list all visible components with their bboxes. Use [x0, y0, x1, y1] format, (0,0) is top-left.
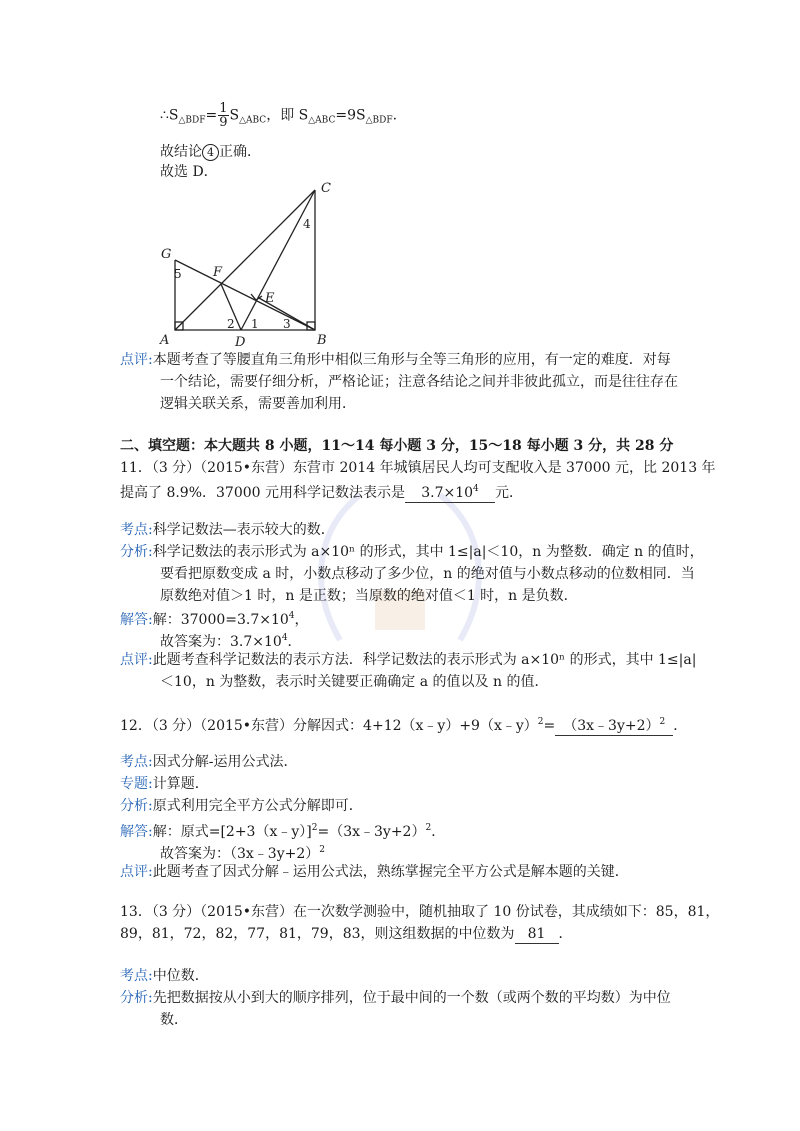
q11-stem-2: 提高了 8.9%．37000 元用科学记数法表示是 $3.7\times 10^4$ 元．: [120, 480, 523, 503]
q10-answer: 故选 D．: [160, 164, 218, 180]
label-D: D: [235, 335, 246, 348]
q10-comment-3: 逻辑关联关系，需要善加利用．: [160, 396, 356, 412]
q13-stem-1: 13．（3 分）（2015•东营）在一次数学测验中，随机抽取了 10 份试卷，其成绩如下：85，81，: [120, 904, 720, 920]
angle-3: 3: [283, 317, 291, 331]
q12-fenxi: 分析:原式利用完全平方公式分解即可．: [120, 798, 363, 814]
q12-answer-blank: （3x﹣3y+2）$^2$: [555, 713, 673, 736]
circled-number-4: 4: [202, 144, 219, 161]
q13-stem-2: 89，81，72，82，77，81，79，83，则这组数据的中位数为 81 ．: [120, 926, 573, 942]
angle-5: 5: [174, 267, 182, 281]
line-AC: [175, 190, 315, 330]
q12-stem: 12．（3 分）（2015•东营）分解因式：4+12（x﹣y）+9（x﹣y）$^2$= （3x﹣3y+2）$^2$ ．: [120, 712, 687, 736]
angle-4: 4: [303, 217, 311, 231]
label-C: C: [321, 181, 331, 196]
label-E: E: [265, 291, 275, 306]
q12-jieda-2: 故答案为：（3x﹣3y+2）$^2$: [160, 845, 325, 862]
q11-answer-blank: $3.7\times 10^4$: [405, 480, 495, 503]
q11-fenxi-2: 要看把原数变成 a 时，小数点移动了多少位，n 的绝对值与小数点移动的位数相同．当: [160, 566, 695, 582]
q13-fenxi-2: 数．: [160, 1012, 188, 1028]
q12-jieda: 解答:解：原式=[2+3（x﹣y）]$^2$=（3x﹣3y+2）$^2$．: [120, 823, 446, 840]
q10-ratio-line: $\therefore S_{\triangle BDF}=$ $\frac{1}{9}$ $S_{\triangle ABC}$，即 $S_{\triangle ABC}=9S_{\triangle BDF}$.: [160, 101, 398, 130]
q13-kaodian: 考点:中位数．: [120, 968, 209, 984]
q12-zhuanti: 专题:计算题．: [120, 776, 209, 792]
q10-comment: 点评:本题考查了等腰直角三角形中相似三角形与全等三角形的应用，有一定的难度．对每: [120, 352, 671, 368]
label-B: B: [317, 333, 327, 348]
q13-answer-blank: 81: [515, 925, 559, 944]
fraction-one-ninth: $\frac{1}{9}$: [219, 101, 228, 130]
q11-kaodian: 考点:科学记数法—表示较大的数．: [120, 522, 335, 538]
q11-fenxi: 分析:科学记数法的表示形式为 a×10ⁿ 的形式，其中 1≤|a|＜10，n 为整数．确定 n 的值时，: [120, 544, 704, 560]
q10-conclusion: 故结论 4 正确．: [160, 144, 261, 160]
label-A: A: [160, 333, 170, 348]
q12-dianping: 点评:此题考查了因式分解﹣运用公式法，熟练掌握完全平方公式是解本题的关键．: [120, 864, 629, 880]
q12-kaodian: 考点:因式分解-运用公式法．: [120, 754, 298, 770]
angle-2: 2: [227, 317, 235, 331]
q10-comment-2: 一个结论，需要仔细分析，严格论证；注意各结论之间并非彼此孤立，而是往往存在: [160, 374, 678, 390]
q13-fenxi: 分析:先把数据按从小到大的顺序排列，位于最中间的一个数（或两个数的平均数）为中位: [120, 990, 671, 1006]
q11-fenxi-3: 原数绝对值＞1 时，n 是正数；当原数的绝对值＜1 时，n 是负数．: [160, 588, 578, 604]
angle-1: 1: [251, 317, 259, 331]
section-header: 二、填空题：本大题共 8 小题，11～14 每小题 3 分，15～18 每小题 3 分，共 28 分: [120, 438, 674, 454]
geometry-figure: [155, 178, 335, 348]
q11-dianping: 点评:此题考查科学记数法的表示方法．科学记数法的表示形式为 a×10ⁿ 的形式，其中 1≤|a|: [120, 652, 697, 668]
label-F: F: [213, 265, 223, 280]
q11-jieda: 解答:解：$37000=3.7\times 10^4$，: [120, 611, 309, 628]
label-G: G: [161, 247, 172, 262]
q11-stem-1: 11．（3 分）（2015•东营）东营市 2014 年城镇居民人均可支配收入是 37000 元，比 2013 年: [120, 460, 716, 476]
line-GB: [175, 260, 315, 330]
q11-jieda-2: 故答案为：$3.7\times 10^4$．: [160, 633, 302, 650]
q11-dianping-2: ＜10，n 为整数，表示时关键要正确确定 a 的值以及 n 的值．: [160, 674, 549, 690]
